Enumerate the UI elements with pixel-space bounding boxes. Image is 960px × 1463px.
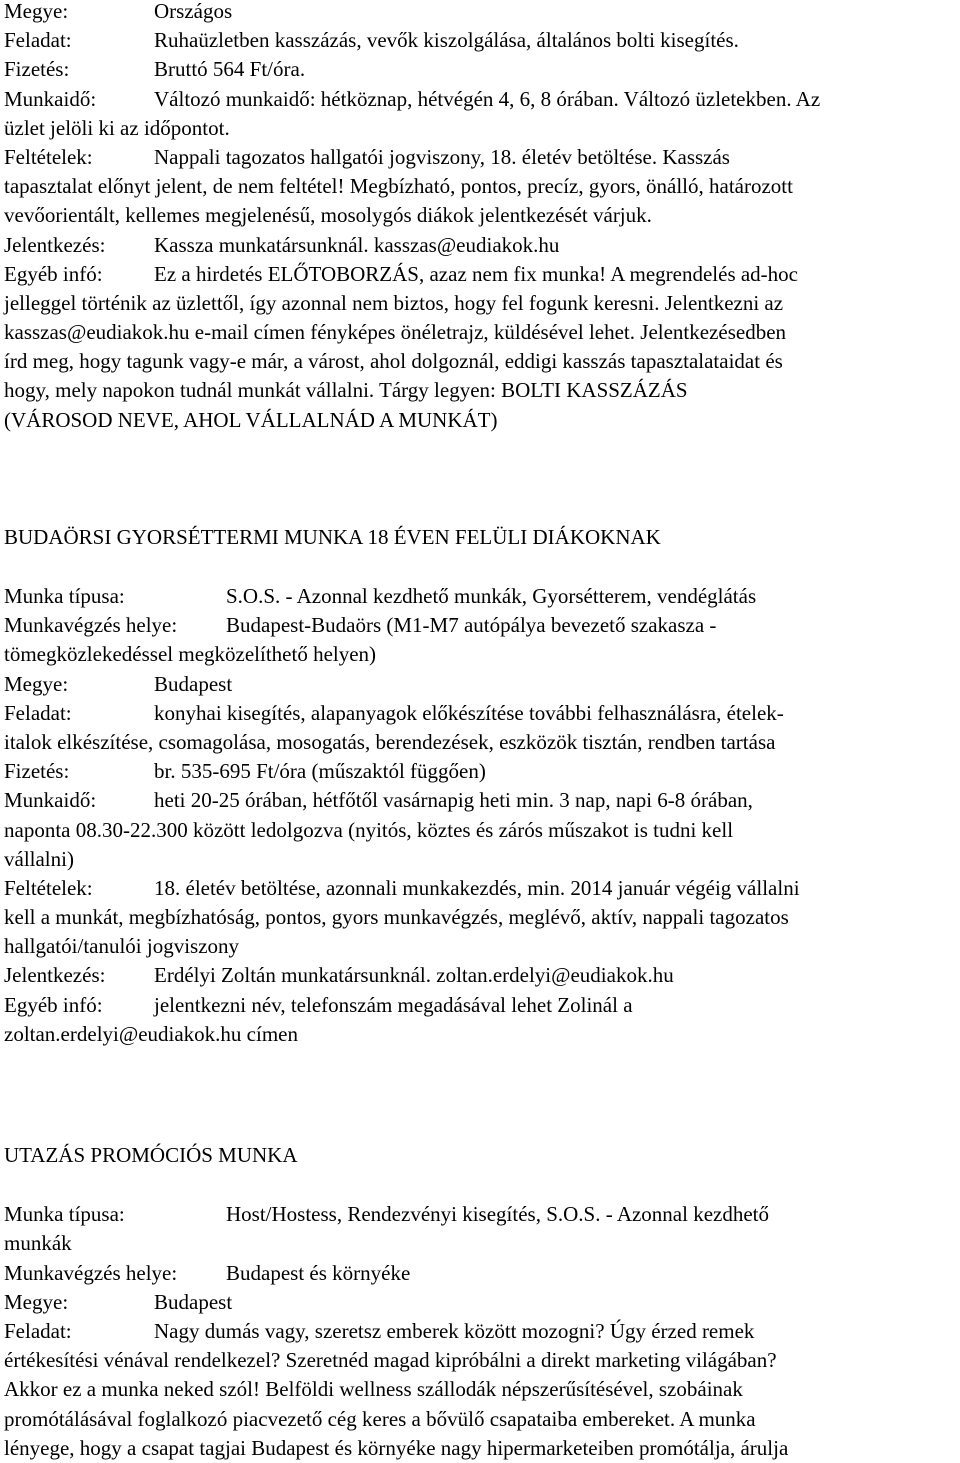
section-title: BUDAÖRSI GYORSÉTTERMI MUNKA 18 ÉVEN FELÜLI DIÁKOKNAK xyxy=(4,524,661,549)
egyeb-cont-5: (VÁROSOD NEVE, AHOL VÁLLALNÁD A MUNKÁT) xyxy=(4,407,498,432)
munkaido-value: Változó munkaidő: hétköznap, hétvégén 4, 6, 8 órában. Változó üzletekben. Az xyxy=(154,86,821,111)
feltetelek-cont-1: tapasztalat előnyt jelent, de nem feltétel! Megbízható, pontos, precíz, gyors, önálló, határozott xyxy=(4,174,793,199)
munkaido-row xyxy=(4,85,958,114)
munkaido-value: heti 20-25 órában, hétfőtől vasárnapig heti min. 3 nap, napi 6-8 órában, xyxy=(154,788,753,813)
jelentkezes-label: Jelentkezés: xyxy=(4,963,106,988)
tipus-cont: munkák xyxy=(4,1231,72,1256)
megye-row xyxy=(4,0,958,26)
feladat-label: Feladat: xyxy=(4,700,72,725)
fizetes-value: Bruttó 564 Ft/óra. xyxy=(154,57,306,82)
munkaido-label: Munkaidő: xyxy=(4,788,97,813)
feltetelek-label: Feltételek: xyxy=(4,875,93,900)
job-listing-gyorsetterem xyxy=(4,523,958,1049)
megye-value: Országos xyxy=(154,0,233,23)
megye-value: Budapest xyxy=(154,671,233,696)
megye-row xyxy=(4,1288,958,1317)
feltetelek-cont-2: vevőorientált, kellemes megjelenésű, mosolygós diákok jelentkezését várjuk. xyxy=(4,203,652,228)
title-spacer xyxy=(4,552,958,582)
megye-label: Megye: xyxy=(4,1289,69,1314)
megye-row xyxy=(4,670,958,699)
feladat-value: Ruhaüzletben kasszázás, vevők kiszolgálása, általános bolti kisegítés. xyxy=(154,28,739,53)
helye-row xyxy=(4,1259,958,1288)
feladat-cont-4: lényege, hogy a csapat tagjai Budapest és környéke nagy hipermarketeiben promótálja, árulja xyxy=(4,1435,789,1460)
fizetes-row xyxy=(4,55,958,84)
document-page xyxy=(4,0,958,1463)
feltetelek-row xyxy=(4,874,958,903)
munkaido-label: Munkaidő: xyxy=(4,86,97,111)
tipus-row xyxy=(4,582,958,611)
feltetelek-value: 18. életév betöltése, azonnali munkakezdés, min. 2014 január végéig vállalni xyxy=(154,875,800,900)
egyeb-value: jelentkezni név, telefonszám megadásával lehet Zolinál a xyxy=(154,992,633,1017)
egyeb-cont-1: jelleggel történik az üzlettől, így azonnal nem biztos, hogy fel fogunk keresni. Jelentkezni az xyxy=(4,290,784,315)
feladat-value: Nagy dumás vagy, szeretsz emberek között mozogni? Úgy érzed remek xyxy=(154,1318,755,1343)
tipus-label: Munka típusa: xyxy=(4,584,125,608)
feltetelek-value: Nappali tagozatos hallgatói jogviszony, 18. életév betöltése. Kasszás xyxy=(154,144,730,169)
fizetes-value: br. 535-695 Ft/óra (műszaktól függően) xyxy=(154,759,486,784)
feladat-cont-1: értékesítési vénával rendelkezel? Szeretnéd magad kipróbálni a direkt marketing világában? xyxy=(4,1348,777,1373)
feladat-label: Feladat: xyxy=(4,28,72,53)
egyeb-cont: zoltan.erdelyi@eudiakok.hu címen xyxy=(4,1021,298,1046)
munkaido-cont-1: naponta 08.30-22.300 között ledolgozva (nyitós, köztes és zárós műszakot is tudni kell xyxy=(4,817,734,842)
helye-value: Budapest-Budaörs (M1-M7 autópálya bevezető szakasza - xyxy=(226,613,717,638)
tipus-row xyxy=(4,1200,958,1229)
munkaido-cont: üzlet jelöli ki az időpontot. xyxy=(4,115,230,140)
egyeb-row xyxy=(4,991,958,1020)
fizetes-row xyxy=(4,757,958,786)
section-spacer xyxy=(4,435,958,523)
job-listing-kasszas xyxy=(4,0,958,435)
helye-value: Budapest és környéke xyxy=(226,1260,411,1285)
fizetes-label: Fizetés: xyxy=(4,759,70,784)
egyeb-value: Ez a hirdetés ELŐTOBORZÁS, azaz nem fix munka! A megrendelés ad-hoc xyxy=(154,261,798,286)
jelentkezes-label: Jelentkezés: xyxy=(4,232,106,257)
section-spacer xyxy=(4,1049,958,1141)
feladat-value: konyhai kisegítés, alapanyagok előkészítése további felhasználásra, ételek- xyxy=(154,700,784,725)
megye-label: Megye: xyxy=(4,671,69,696)
helye-label: Munkavégzés helye: xyxy=(4,1260,178,1285)
munkaido-row xyxy=(4,786,958,815)
feltetelek-label: Feltételek: xyxy=(4,144,93,169)
feladat-row xyxy=(4,1317,958,1346)
helye-label: Munkavégzés helye: xyxy=(4,613,178,638)
feladat-cont: italok elkészítése, csomagolása, mosogatás, berendezések, eszközök tisztán, rendben tartása xyxy=(4,729,776,754)
munkaido-cont-2: vállalni) xyxy=(4,846,74,871)
tipus-value: Host/Hostess, Rendezvényi kisegítés, S.O.S. - Azonnal kezdhető xyxy=(226,1202,770,1227)
feladat-cont-3: promótálásával foglalkozó piacvezető cég keres a bővülő csapataiba embereket. A munka xyxy=(4,1406,756,1431)
feladat-cont-2: Akkor ez a munka neked szól! Belföldi wellness szállodák népszerűsítésével, szobáinak xyxy=(4,1377,743,1402)
fizetes-label: Fizetés: xyxy=(4,57,70,82)
feltetelek-cont-2: hallgatói/tanulói jogviszony xyxy=(4,934,240,959)
feladat-row xyxy=(4,26,958,55)
egyeb-cont-4: hogy, mely napokon tudnál munkát vállalni. Tárgy legyen: BOLTI KASSZÁZÁS xyxy=(4,378,688,403)
megye-label: Megye: xyxy=(4,0,69,23)
jelentkezes-value: Kassza munkatársunknál. kasszas@eudiakok.hu xyxy=(154,232,560,257)
jelentkezes-row xyxy=(4,231,958,260)
helye-cont: tömegközlekedéssel megközelíthető helyen) xyxy=(4,642,377,667)
tipus-value: S.O.S. - Azonnal kezdhető munkák, Gyorsétterem, vendéglátás xyxy=(226,584,757,608)
title-spacer xyxy=(4,1170,958,1200)
job-listing-utazas-promocio xyxy=(4,1141,958,1463)
egyeb-label: Egyéb infó: xyxy=(4,261,103,286)
feladat-label: Feladat: xyxy=(4,1318,72,1343)
egyeb-label: Egyéb infó: xyxy=(4,992,103,1017)
tipus-label: Munka típusa: xyxy=(4,1202,125,1227)
jelentkezes-value: Erdélyi Zoltán munkatársunknál. zoltan.erdelyi@eudiakok.hu xyxy=(154,963,674,988)
megye-value: Budapest xyxy=(154,1289,233,1314)
feltetelek-row xyxy=(4,143,958,172)
section-title: UTAZÁS PROMÓCIÓS MUNKA xyxy=(4,1143,298,1167)
egyeb-row xyxy=(4,260,958,289)
feltetelek-cont-1: kell a munkát, megbízhatóság, pontos, gyors munkavégzés, meglévő, aktív, nappali tagozatos xyxy=(4,905,789,930)
jelentkezes-row xyxy=(4,961,958,990)
egyeb-cont-2: kasszas@eudiakok.hu e-mail címen fényképes önéletrajz, küldésével lehet. Jelentkezésedben xyxy=(4,320,787,345)
egyeb-cont-3: írd meg, hogy tagunk vagy-e már, a várost, ahol dolgoznál, eddigi kasszás tapasztalataidat és xyxy=(4,349,783,374)
feladat-row xyxy=(4,699,958,728)
helye-row xyxy=(4,611,958,640)
